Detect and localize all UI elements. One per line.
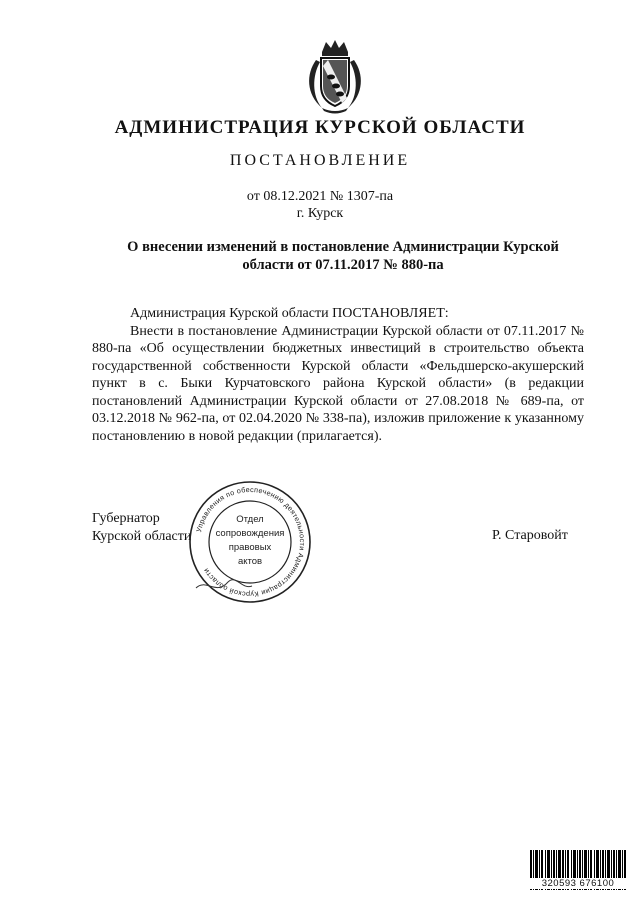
- authority-heading: АДМИНИСТРАЦИЯ КУРСКОЙ ОБЛАСТИ: [114, 117, 526, 138]
- official-stamp: [186, 478, 314, 606]
- stamp-line: Отдел: [236, 514, 264, 525]
- document-type: ПОСТАНОВЛЕНИЕ: [229, 152, 411, 169]
- stamp-line: актов: [237, 556, 263, 567]
- signer-title: [92, 510, 191, 545]
- signer-title-line: Губернатор: [92, 511, 160, 526]
- signer-title-line: Курской области: [92, 528, 192, 544]
- stamp-line: сопровождения: [215, 528, 285, 539]
- document-body: [92, 305, 584, 445]
- city: г. Курск: [296, 206, 344, 221]
- stamp-line: правовых: [228, 542, 272, 553]
- barcode-number: 320593 676100: [530, 878, 626, 889]
- date-and-number: от 08.12.2021 № 1307-па: [246, 189, 394, 204]
- body-paragraph: Внести в постановление Администрации Курской области от 07.11.2017 № 880-па «Об осуществлении бюджетных инвестиций в строительство объекта государственной собственности Курской области «Фельдшерско-акушерский пункт в с. Быки Курчатовского района Курской области» (в редакции постановлений Администрации Курской области от 27.08.2018 № 689-па, от 03.12.2018 № 962-па, от 02.04.2020 № 338-па), изложив приложение к указанному постановлению в новой редакции (прилагается).: [92, 323, 584, 444]
- subject-line: О внесении изменений в постановление Администрации Курской: [127, 239, 559, 255]
- body-paragraph: Администрация Курской области ПОСТАНОВЛЯЕТ:: [130, 306, 449, 321]
- subject-line: области от 07.11.2017 № 880-па: [242, 257, 444, 273]
- coat-of-arms-icon: [300, 38, 370, 114]
- stamp-ring-text: Управления по обеспечению деятельности Администрации Курской области: [194, 484, 308, 600]
- signer-name: Р. Старовойт: [492, 528, 568, 543]
- document-subject: [100, 238, 586, 274]
